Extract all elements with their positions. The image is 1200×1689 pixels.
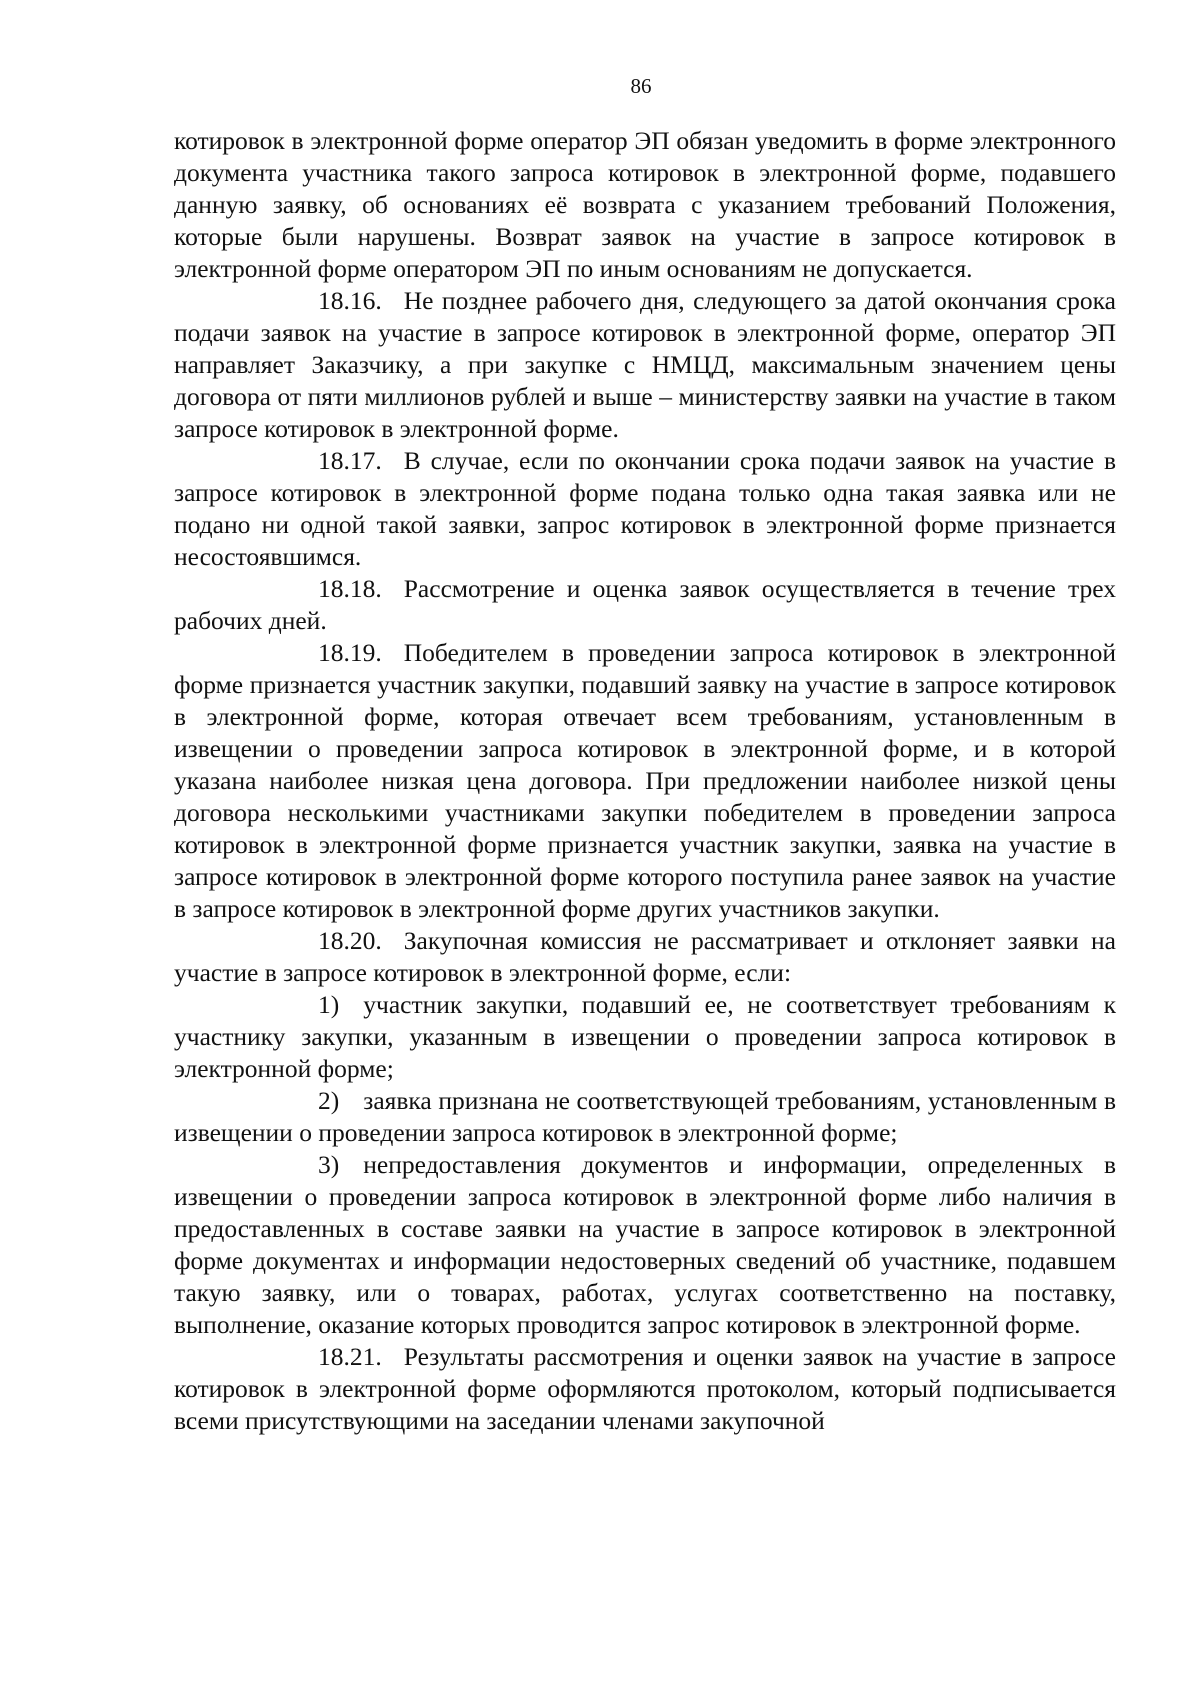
paragraph-text: котировок в электронной форме оператор ЭП обязан уведомить в форме электронного документа участника такого запроса котировок в электронной форме, подавшего данную заявку, об основаниях её возврата с указанием требований Положения, которые были нарушены. Возврат заявок на участие в запросе котировок в электронной форме оператором ЭП по иным основаниям не допускается. xyxy=(174,126,1116,283)
paragraph-number: 18.21. xyxy=(318,1342,382,1371)
paragraph-18-20 xyxy=(174,925,1116,989)
page-number: 86 xyxy=(630,74,652,98)
paragraph-18-17 xyxy=(174,445,1116,573)
paragraph-continuation xyxy=(174,125,1116,285)
list-item-number: 3) xyxy=(318,1150,340,1179)
paragraph-text: Победителем в проведении запроса котировок в электронной форме признается участник закупки, подавший заявку на участие в запросе котировок в электронной форме, которая отвечает всем требованиям, установленным в извещении о проведении запроса котировок в электронной форме, и в которой указана наиболее низкая цена договора. При предложении наиболее низкой цены договора несколькими участниками закупки победителем в проведении запроса котировок в электронной форме признается участник закупки, заявка на участие в запросе котировок в электронной форме которого поступила ранее заявок на участие в запросе котировок в электронной форме других участников закупки. xyxy=(174,638,1116,923)
paragraph-18-21 xyxy=(174,1341,1116,1437)
list-item-number: 2) xyxy=(318,1086,340,1115)
list-item-number: 1) xyxy=(318,990,340,1019)
list-item-1 xyxy=(174,989,1116,1085)
paragraph-18-18 xyxy=(174,573,1116,637)
paragraph-text: В случае, если по окончании срока подачи заявок на участие в запросе котировок в электронной форме подана только одна такая заявка или не подано ни одной такой заявки, запрос котировок в электронной форме признается несостоявшимся. xyxy=(174,446,1116,571)
list-item-text: заявка признана не соответствующей требованиям, установленным в извещении о проведении запроса котировок в электронной форме; xyxy=(174,1086,1116,1147)
list-item-3 xyxy=(174,1149,1116,1341)
paragraph-number: 18.19. xyxy=(318,638,382,667)
list-item-text: участник закупки, подавший ее, не соответствует требованиям к участнику закупки, указанным в извещении о проведении запроса котировок в электронной форме; xyxy=(174,990,1116,1083)
document-body xyxy=(174,125,1116,1437)
paragraph-text: Рассмотрение и оценка заявок осуществляется в течение трех рабочих дней. xyxy=(174,574,1116,635)
paragraph-text: Не позднее рабочего дня, следующего за датой окончания срока подачи заявок на участие в запросе котировок в электронной форме, оператор ЭП направляет Заказчику, а при закупке с НМЦД, максимальным значением цены договора от пяти миллионов рублей и выше – министерству заявки на участие в таком запросе котировок в электронной форме. xyxy=(174,286,1116,443)
paragraph-text: Результаты рассмотрения и оценки заявок на участие в запросе котировок в электронной форме оформляются протоколом, который подписывается всеми присутствующими на заседании членами закупочной xyxy=(174,1342,1116,1435)
paragraph-18-19 xyxy=(174,637,1116,925)
paragraph-number: 18.20. xyxy=(318,926,382,955)
list-item-2 xyxy=(174,1085,1116,1149)
paragraph-text: Закупочная комиссия не рассматривает и отклоняет заявки на участие в запросе котировок в электронной форме, если: xyxy=(174,926,1116,987)
paragraph-number: 18.16. xyxy=(318,286,382,315)
list-item-text: непредоставления документов и информации, определенных в извещении о проведении запроса котировок в электронной форме либо наличия в предоставленных в составе заявки на участие в запросе котировок в электронной форме документах и информации недостоверных сведений об участнике, подавшем такую заявку, или о товарах, работах, услугах соответственно на поставку, выполнение, оказание которых проводится запрос котировок в электронной форме. xyxy=(174,1150,1116,1339)
paragraph-number: 18.17. xyxy=(318,446,382,475)
paragraph-18-16 xyxy=(174,285,1116,445)
paragraph-number: 18.18. xyxy=(318,574,382,603)
